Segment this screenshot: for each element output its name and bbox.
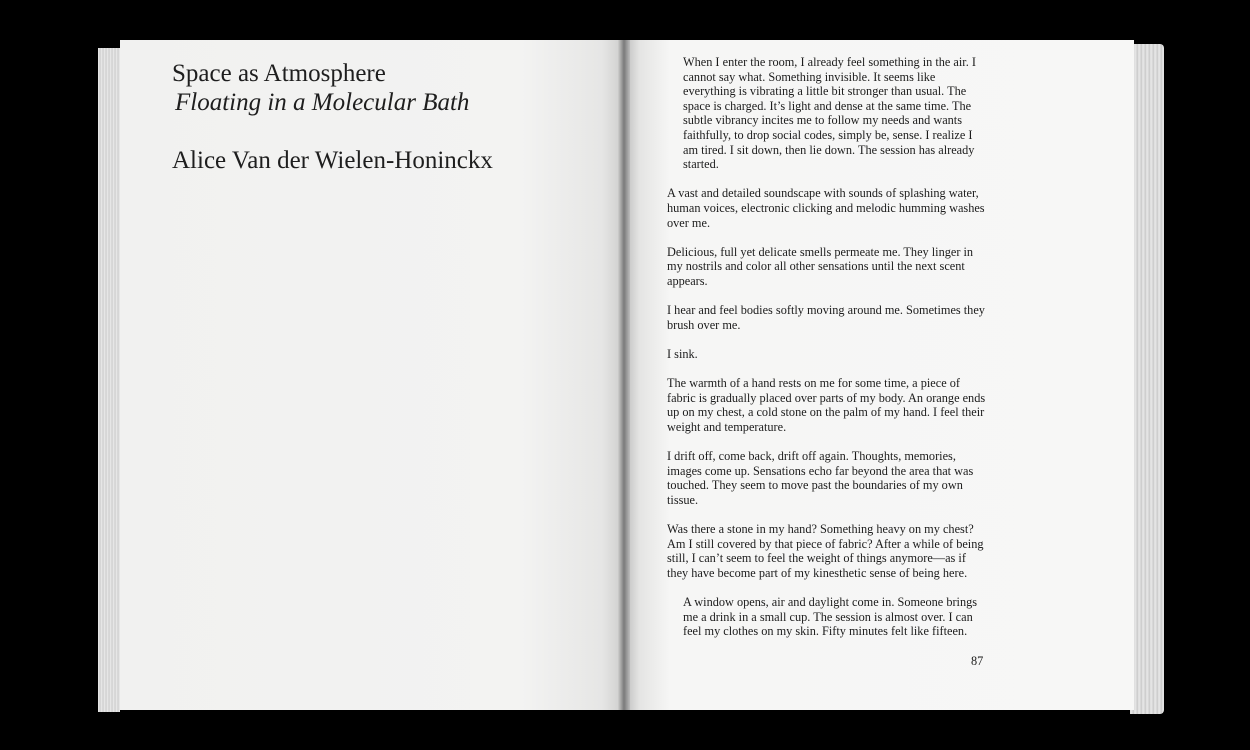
paragraph: I hear and feel bodies softly moving around me. Sometimes they brush over me. [667, 303, 985, 332]
paragraph: A vast and detailed soundscape with sounds of splashing water, human voices, electronic clicking and melodic humming washes over me. [667, 186, 985, 230]
page-edge-right [1130, 44, 1164, 714]
page-number: 87 [971, 654, 984, 668]
paragraph: The warmth of a hand rests on me for some time, a piece of fabric is gradually placed over parts of my body. An orange ends up on my chest, a cold stone on the palm of my hand. I feel their weight and temperature. [667, 376, 986, 434]
body-text [667, 55, 989, 653]
paragraph: Delicious, full yet delicate smells permeate me. They linger in my nostrils and color all other sensations until the next scent appears. [667, 244, 974, 288]
paragraph: When I enter the room, I already feel something in the air. I cannot say what. Something invisible. It seems like everything is vibrating a little bit stronger than usual. The space is charged. It’s light and dense at the same time. The subtle vibrancy incites me to follow my needs and wants faithfully, to drop social codes, simply be, sense. I realize I am tired. I sit down, then lie down. The session has already started. [683, 55, 976, 172]
paragraph: Was there a stone in my hand? Something heavy on my chest? Am I still covered by that piece of fabric? After a while of being still, I can’t seem to feel the weight of things anymore—as if they have become part of my kinesthetic sense of being here. [667, 522, 984, 580]
paragraph: I drift off, come back, drift off again. Thoughts, memories, images come up. Sensations echo far beyond the area that was touched. They seem to move past the boundaries of my own tissue. [667, 449, 974, 507]
chapter-subtitle: Floating in a Molecular Bath [175, 89, 470, 116]
page-edge-left [98, 48, 120, 712]
book-gutter [618, 40, 630, 710]
title-block [172, 59, 493, 175]
paragraph: A window opens, air and daylight come in. Someone brings me a drink in a small cup. The session is almost over. I can feel my clothes on my skin. Fifty minutes felt like fifteen. [683, 594, 978, 639]
paragraph: I sink. [667, 346, 698, 361]
chapter-title: Space as Atmosphere [172, 60, 386, 87]
author-name: Alice Van der Wielen-Honinckx [172, 147, 493, 174]
